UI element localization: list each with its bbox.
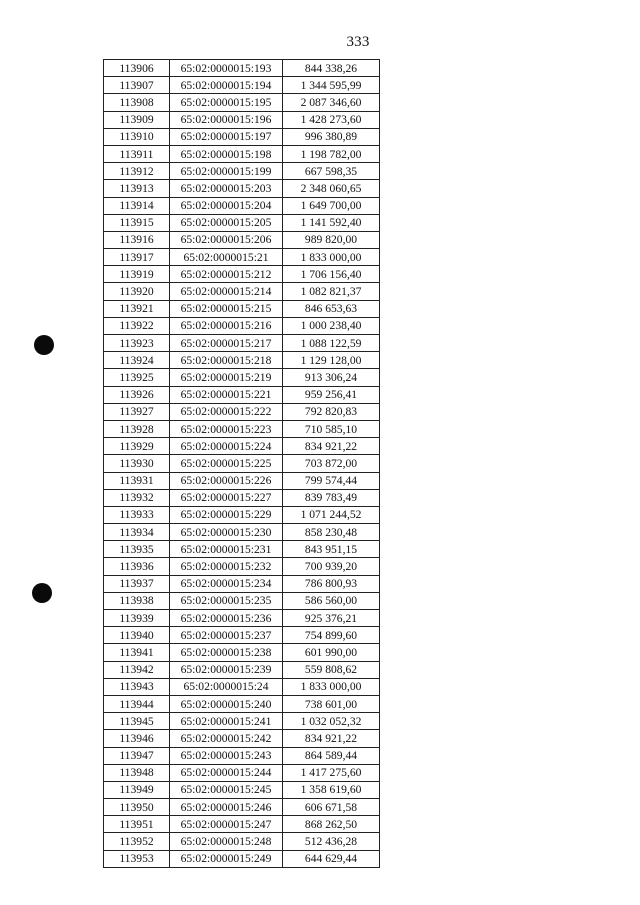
row-number-cell: 113948	[104, 764, 170, 781]
row-number-cell: 113936	[104, 558, 170, 575]
row-number-cell: 113922	[104, 317, 170, 334]
table-row	[104, 558, 380, 575]
cadastral-value-cell: 839 783,49	[283, 489, 380, 506]
row-number-cell: 113934	[104, 524, 170, 541]
table-row	[104, 180, 380, 197]
cadastral-number-cell: 65:02:0000015:199	[170, 163, 283, 180]
cadastral-number-cell: 65:02:0000015:241	[170, 713, 283, 730]
table-row	[104, 506, 380, 523]
cadastral-number-cell: 65:02:0000015:217	[170, 335, 283, 352]
row-number-cell: 113907	[104, 77, 170, 94]
cadastral-number-cell: 65:02:0000015:244	[170, 764, 283, 781]
table-row	[104, 386, 380, 403]
cadastral-value-cell: 959 256,41	[283, 386, 380, 403]
table-row	[104, 850, 380, 867]
cadastral-number-cell: 65:02:0000015:206	[170, 231, 283, 248]
cadastral-number-cell: 65:02:0000015:221	[170, 386, 283, 403]
cadastral-value-cell: 1 000 238,40	[283, 317, 380, 334]
table-row	[104, 695, 380, 712]
table-row	[104, 730, 380, 747]
cadastral-value-cell: 559 808,62	[283, 661, 380, 678]
cadastral-number-cell: 65:02:0000015:236	[170, 610, 283, 627]
table-row	[104, 214, 380, 231]
cadastral-value-cell: 1 088 122,59	[283, 335, 380, 352]
row-number-cell: 113923	[104, 335, 170, 352]
table-row	[104, 747, 380, 764]
table-row	[104, 249, 380, 266]
row-number-cell: 113950	[104, 799, 170, 816]
table-row	[104, 764, 380, 781]
row-number-cell: 113937	[104, 575, 170, 592]
table-row	[104, 111, 380, 128]
row-number-cell: 113944	[104, 695, 170, 712]
cadastral-value-cell: 1 706 156,40	[283, 266, 380, 283]
table-row	[104, 489, 380, 506]
table-row	[104, 60, 380, 77]
cadastral-number-cell: 65:02:0000015:216	[170, 317, 283, 334]
cadastral-number-cell: 65:02:0000015:243	[170, 747, 283, 764]
row-number-cell: 113910	[104, 128, 170, 145]
row-number-cell: 113913	[104, 180, 170, 197]
cadastral-value-cell: 738 601,00	[283, 695, 380, 712]
cadastral-number-cell: 65:02:0000015:193	[170, 60, 283, 77]
row-number-cell: 113953	[104, 850, 170, 867]
table-row	[104, 833, 380, 850]
table-row	[104, 231, 380, 248]
table-row	[104, 145, 380, 162]
row-number-cell: 113924	[104, 352, 170, 369]
cadastral-number-cell: 65:02:0000015:237	[170, 627, 283, 644]
table-row	[104, 472, 380, 489]
cadastral-value-cell: 1 082 821,37	[283, 283, 380, 300]
cadastral-number-cell: 65:02:0000015:223	[170, 420, 283, 437]
cadastral-value-cell: 858 230,48	[283, 524, 380, 541]
cadastral-value-cell: 1 344 595,99	[283, 77, 380, 94]
cadastral-number-cell: 65:02:0000015:245	[170, 781, 283, 798]
cadastral-value-cell: 834 921,22	[283, 438, 380, 455]
cadastral-number-cell: 65:02:0000015:195	[170, 94, 283, 111]
table-row	[104, 678, 380, 695]
table-body	[104, 60, 380, 868]
cadastral-number-cell: 65:02:0000015:197	[170, 128, 283, 145]
cadastral-value-cell: 700 939,20	[283, 558, 380, 575]
row-number-cell: 113943	[104, 678, 170, 695]
cadastral-number-cell: 65:02:0000015:24	[170, 678, 283, 695]
table-row	[104, 592, 380, 609]
table-row	[104, 455, 380, 472]
cadastral-value-cell: 834 921,22	[283, 730, 380, 747]
row-number-cell: 113942	[104, 661, 170, 678]
row-number-cell: 113911	[104, 145, 170, 162]
cadastral-number-cell: 65:02:0000015:215	[170, 300, 283, 317]
cadastral-value-cell: 2 087 346,60	[283, 94, 380, 111]
cadastral-number-cell: 65:02:0000015:21	[170, 249, 283, 266]
table-row	[104, 816, 380, 833]
row-number-cell: 113939	[104, 610, 170, 627]
cadastral-value-cell: 2 348 060,65	[283, 180, 380, 197]
cadastral-number-cell: 65:02:0000015:194	[170, 77, 283, 94]
table-row	[104, 369, 380, 386]
cadastral-value-cell: 864 589,44	[283, 747, 380, 764]
table-row	[104, 94, 380, 111]
row-number-cell: 113915	[104, 214, 170, 231]
cadastral-value-cell: 1 833 000,00	[283, 678, 380, 695]
cadastral-number-cell: 65:02:0000015:227	[170, 489, 283, 506]
cadastral-value-cell: 1 141 592,40	[283, 214, 380, 231]
table-row	[104, 799, 380, 816]
cadastral-number-cell: 65:02:0000015:247	[170, 816, 283, 833]
cadastral-value-cell: 1 833 000,00	[283, 249, 380, 266]
row-number-cell: 113925	[104, 369, 170, 386]
cadastral-value-cell: 996 380,89	[283, 128, 380, 145]
row-number-cell: 113909	[104, 111, 170, 128]
row-number-cell: 113945	[104, 713, 170, 730]
cadastral-number-cell: 65:02:0000015:232	[170, 558, 283, 575]
table-row	[104, 627, 380, 644]
row-number-cell: 113916	[104, 231, 170, 248]
cadastral-value-cell: 644 629,44	[283, 850, 380, 867]
cadastral-number-cell: 65:02:0000015:214	[170, 283, 283, 300]
cadastral-number-cell: 65:02:0000015:248	[170, 833, 283, 850]
row-number-cell: 113906	[104, 60, 170, 77]
cadastral-value-cell: 710 585,10	[283, 420, 380, 437]
table-row	[104, 163, 380, 180]
cadastral-number-cell: 65:02:0000015:219	[170, 369, 283, 386]
row-number-cell: 113951	[104, 816, 170, 833]
table-row	[104, 283, 380, 300]
cadastral-value-cell: 846 653,63	[283, 300, 380, 317]
cadastral-value-cell: 1 071 244,52	[283, 506, 380, 523]
row-number-cell: 113949	[104, 781, 170, 798]
table-row	[104, 128, 380, 145]
row-number-cell: 113930	[104, 455, 170, 472]
table-row	[104, 300, 380, 317]
cadastral-value-cell: 606 671,58	[283, 799, 380, 816]
row-number-cell: 113946	[104, 730, 170, 747]
cadastral-value-cell: 843 951,15	[283, 541, 380, 558]
cadastral-number-cell: 65:02:0000015:249	[170, 850, 283, 867]
cadastral-number-cell: 65:02:0000015:203	[170, 180, 283, 197]
cadastral-number-cell: 65:02:0000015:218	[170, 352, 283, 369]
row-number-cell: 113935	[104, 541, 170, 558]
row-number-cell: 113926	[104, 386, 170, 403]
table-row	[104, 335, 380, 352]
row-number-cell: 113941	[104, 644, 170, 661]
cadastral-number-cell: 65:02:0000015:229	[170, 506, 283, 523]
cadastral-number-cell: 65:02:0000015:242	[170, 730, 283, 747]
row-number-cell: 113921	[104, 300, 170, 317]
cadastral-number-cell: 65:02:0000015:235	[170, 592, 283, 609]
table-row	[104, 403, 380, 420]
cadastral-value-cell: 754 899,60	[283, 627, 380, 644]
cadastral-value-cell: 925 376,21	[283, 610, 380, 627]
row-number-cell: 113927	[104, 403, 170, 420]
cadastral-value-cell: 1 129 128,00	[283, 352, 380, 369]
row-number-cell: 113931	[104, 472, 170, 489]
cadastral-number-cell: 65:02:0000015:224	[170, 438, 283, 455]
cadastral-value-cell: 913 306,24	[283, 369, 380, 386]
cadastral-number-cell: 65:02:0000015:231	[170, 541, 283, 558]
cadastral-value-cell: 1 358 619,60	[283, 781, 380, 798]
row-number-cell: 113917	[104, 249, 170, 266]
cadastral-value-cell: 1 417 275,60	[283, 764, 380, 781]
cadastral-value-cell: 844 338,26	[283, 60, 380, 77]
cadastral-number-cell: 65:02:0000015:222	[170, 403, 283, 420]
cadastral-value-table	[103, 59, 380, 868]
cadastral-value-cell: 1 428 273,60	[283, 111, 380, 128]
row-number-cell: 113919	[104, 266, 170, 283]
cadastral-value-cell: 1 032 052,32	[283, 713, 380, 730]
cadastral-number-cell: 65:02:0000015:246	[170, 799, 283, 816]
page-number: 333	[346, 34, 370, 50]
table-row	[104, 317, 380, 334]
row-number-cell: 113932	[104, 489, 170, 506]
cadastral-number-cell: 65:02:0000015:204	[170, 197, 283, 214]
table-row	[104, 661, 380, 678]
row-number-cell: 113933	[104, 506, 170, 523]
table-row	[104, 438, 380, 455]
row-number-cell: 113908	[104, 94, 170, 111]
cadastral-value-cell: 786 800,93	[283, 575, 380, 592]
row-number-cell: 113940	[104, 627, 170, 644]
table-row	[104, 575, 380, 592]
cadastral-value-cell: 989 820,00	[283, 231, 380, 248]
row-number-cell: 113952	[104, 833, 170, 850]
cadastral-number-cell: 65:02:0000015:198	[170, 145, 283, 162]
punch-hole	[34, 335, 54, 355]
row-number-cell: 113947	[104, 747, 170, 764]
table-row	[104, 541, 380, 558]
cadastral-value-cell: 512 436,28	[283, 833, 380, 850]
table-row	[104, 197, 380, 214]
table-row	[104, 713, 380, 730]
cadastral-number-cell: 65:02:0000015:205	[170, 214, 283, 231]
cadastral-number-cell: 65:02:0000015:238	[170, 644, 283, 661]
cadastral-value-cell: 1 649 700,00	[283, 197, 380, 214]
table-row	[104, 644, 380, 661]
cadastral-number-cell: 65:02:0000015:212	[170, 266, 283, 283]
cadastral-number-cell: 65:02:0000015:240	[170, 695, 283, 712]
row-number-cell: 113928	[104, 420, 170, 437]
cadastral-number-cell: 65:02:0000015:234	[170, 575, 283, 592]
cadastral-value-cell: 667 598,35	[283, 163, 380, 180]
cadastral-value-cell: 799 574,44	[283, 472, 380, 489]
cadastral-number-cell: 65:02:0000015:225	[170, 455, 283, 472]
cadastral-value-cell: 601 990,00	[283, 644, 380, 661]
cadastral-value-cell: 703 872,00	[283, 455, 380, 472]
cadastral-value-cell: 1 198 782,00	[283, 145, 380, 162]
cadastral-number-cell: 65:02:0000015:226	[170, 472, 283, 489]
table-row	[104, 610, 380, 627]
row-number-cell: 113914	[104, 197, 170, 214]
table-row	[104, 524, 380, 541]
row-number-cell: 113938	[104, 592, 170, 609]
cadastral-value-cell: 868 262,50	[283, 816, 380, 833]
row-number-cell: 113920	[104, 283, 170, 300]
cadastral-value-cell: 792 820,83	[283, 403, 380, 420]
table-row	[104, 352, 380, 369]
row-number-cell: 113912	[104, 163, 170, 180]
table-row	[104, 266, 380, 283]
cadastral-number-cell: 65:02:0000015:239	[170, 661, 283, 678]
table-row	[104, 781, 380, 798]
row-number-cell: 113929	[104, 438, 170, 455]
table-row	[104, 77, 380, 94]
cadastral-number-cell: 65:02:0000015:196	[170, 111, 283, 128]
cadastral-number-cell: 65:02:0000015:230	[170, 524, 283, 541]
punch-hole	[32, 583, 52, 603]
cadastral-value-cell: 586 560,00	[283, 592, 380, 609]
table-row	[104, 420, 380, 437]
